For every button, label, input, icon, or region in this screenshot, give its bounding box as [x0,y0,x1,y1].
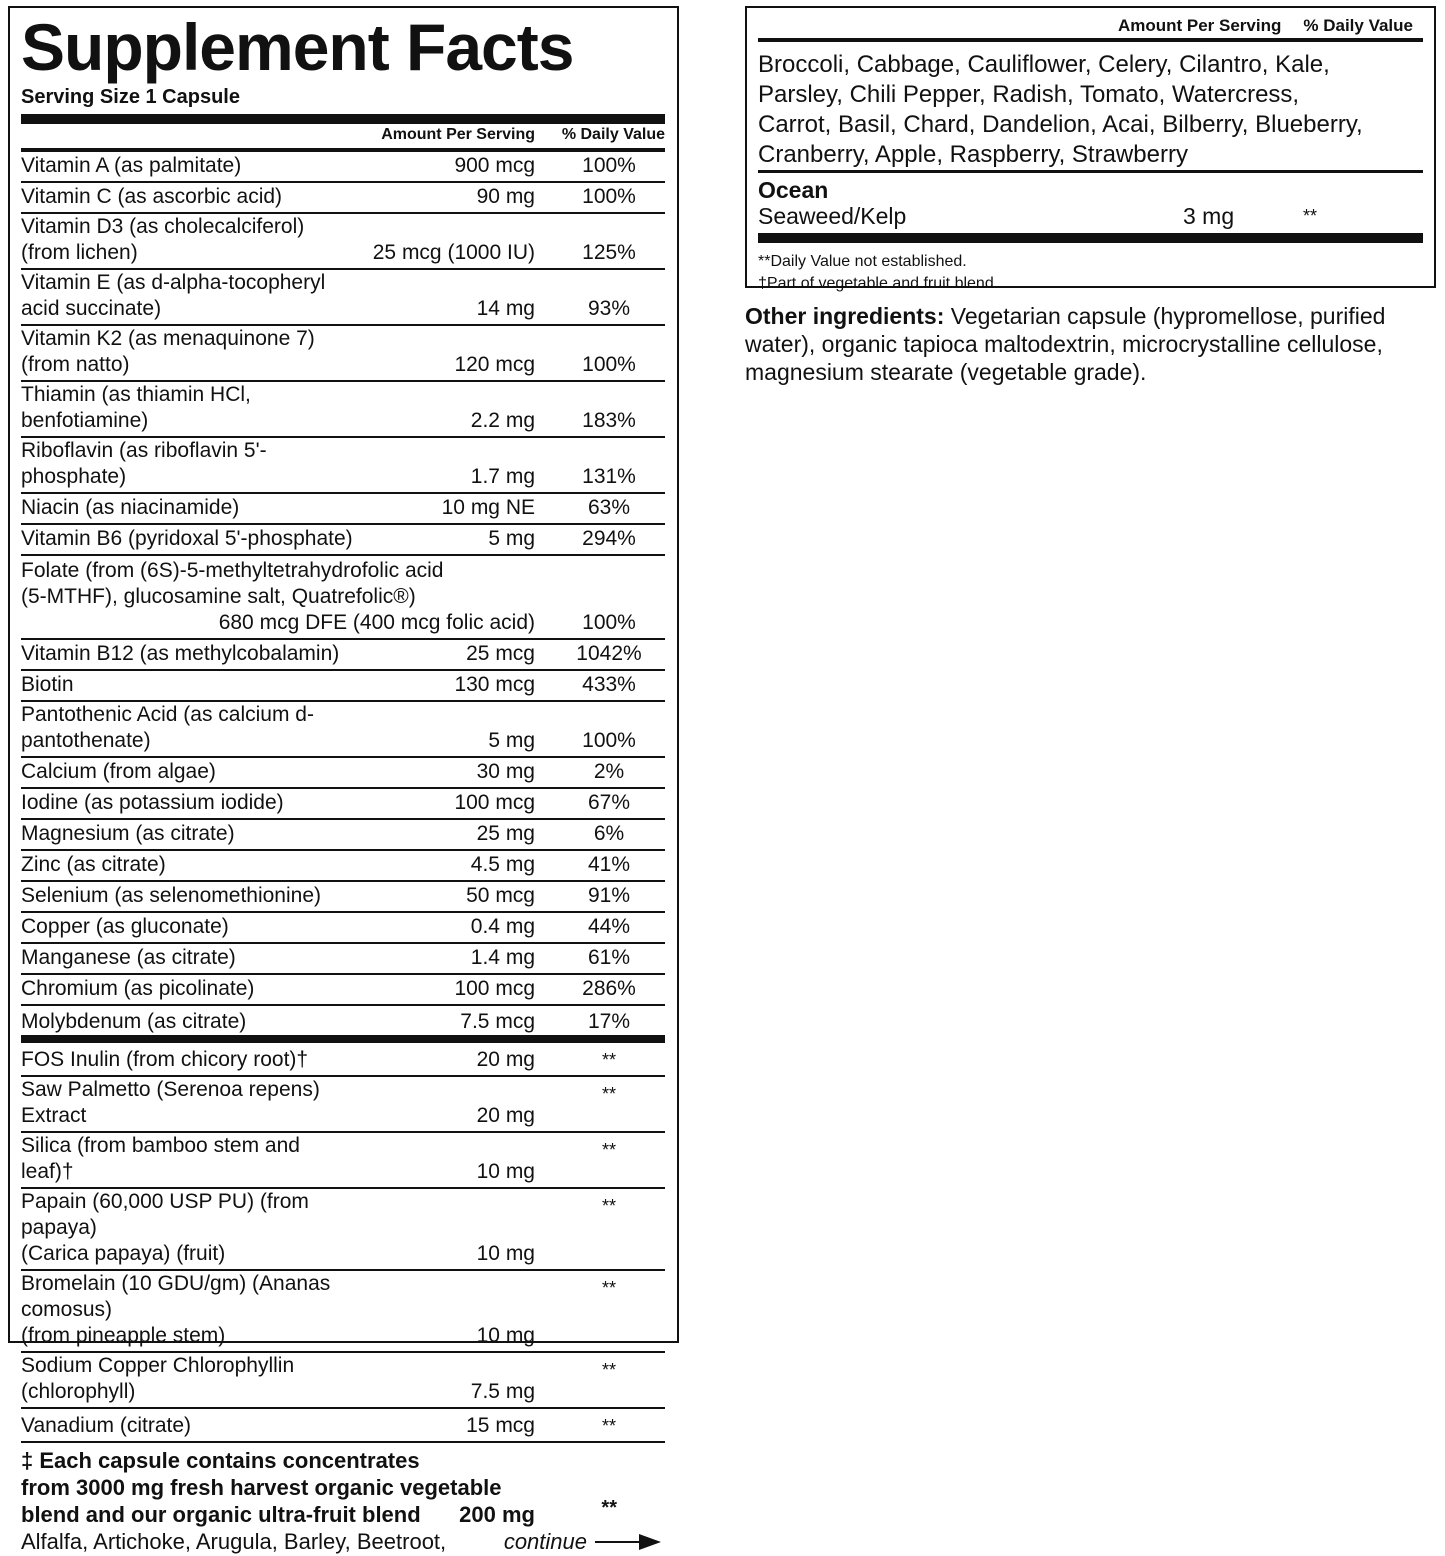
nutrient-amount: 25 mcg (1000 IU) [372,241,535,264]
nutrient-dv: ** [601,1084,616,1104]
footnotes [758,243,1423,295]
nutrient-amount: 7.5 mcg [460,1010,535,1033]
nutrient-amount: 20 mg [476,1048,535,1071]
nutrient-name: Selenium (as selenomethionine) [21,884,321,907]
nutrient-name: Calcium (from algae) [21,760,216,783]
nutrient-amount: 50 mcg [466,884,535,907]
ocean-row [758,203,1423,233]
nutrient-name: Vitamin D3 (as cholecalciferol) (from lichen) [21,215,305,264]
nutrient-amount: 5 mg [488,729,535,752]
nutrient-row [21,758,665,789]
nutrient-row [21,702,665,758]
nutrient-list [21,152,665,556]
nutrient-name: Vitamin E (as d-alpha-tocopheryl acid succinate) [21,271,326,320]
nutrient-name: FOS Inulin (from chicory root)† [21,1048,309,1071]
nutrient-list-2 [21,640,665,1037]
ocean-amount: 3 mg [1183,203,1235,229]
nutrient-dv: 2% [593,760,625,783]
nutrient-row [21,152,665,183]
nutrient-row [21,820,665,851]
supplement-facts-continued-panel [745,6,1436,292]
nutrient-name: Biotin [21,673,74,696]
nutrient-amount: 30 mg [476,760,535,783]
column-header [21,124,665,148]
dv-header: % Daily Value [561,126,665,143]
nutrient-row [21,1271,665,1353]
nutrient-dv: 63% [587,496,631,519]
nutrient-name: Bromelain (10 GDU/gm) (Ananas comosus) (from pineapple stem) [21,1272,331,1347]
nutrient-row [21,1043,665,1077]
nutrient-name: Iodine (as potassium iodide) [21,791,284,814]
nutrient-amount: 25 mg [476,822,535,845]
nutrient-row [21,1353,665,1409]
ocean-item: Seaweed/Kelp [758,203,907,229]
nutrient-name: Zinc (as citrate) [21,853,166,876]
nutrient-name: Pantothenic Acid (as calcium d-pantothenate) [21,703,314,752]
nutrient-row [21,944,665,975]
nutrient-dv: 100% [582,729,636,752]
nutrient-dv: ** [601,1360,616,1380]
nutrient-amount: 2.2 mg [470,409,535,432]
nutrient-dv: 6% [593,822,625,845]
divider [21,114,665,124]
nutrient-amount: 10 mg [476,1160,535,1183]
nutrient-amount: 130 mcg [454,673,535,696]
nutrient-dv: 67% [587,791,631,814]
blend-items-text: Alfalfa, Artichoke, Arugula, Barley, Beetroot, [21,1529,447,1554]
nutrient-amount: 1.7 mg [470,465,535,488]
nutrient-amount: 120 mcg [454,353,535,376]
nutrient-amount: 7.5 mg [470,1380,535,1403]
nutrient-name: Vitamin K2 (as menaquinone 7) (from natto) [21,327,315,376]
nutrient-row [21,214,665,270]
divider [758,233,1423,243]
nutrient-dv: ** [601,1278,616,1298]
blend-line2: from 3000 mg fresh harvest organic vegetable [21,1475,502,1500]
continue-label: continue [503,1529,587,1554]
nutrient-name: Niacin (as niacinamide) [21,496,240,519]
nutrient-dv: ** [601,1416,616,1436]
nutrient-amount: 10 mg NE [441,496,535,519]
nutrient-name: Chromium (as picolinate) [21,977,255,1000]
continue-indicator [504,1528,661,1556]
nutrient-dv: 91% [587,884,631,907]
nutrient-name: Thiamin (as thiamin HCl, benfotiamine) [21,383,251,432]
nutrient-amount: 10 mg [476,1324,535,1347]
nutrient-amount: 10 mg [476,1242,535,1265]
nutrient-dv: 294% [582,527,636,550]
nutrient-row [21,1133,665,1189]
nutrient-dv: 183% [582,409,636,432]
nutrient-row [21,270,665,326]
blend-dv: ** [601,1497,617,1519]
nutrient-amount: 100 mcg [454,977,535,1000]
divider [21,1035,665,1043]
nutrient-amount: 15 mcg [466,1414,535,1437]
nutrient-row [21,1006,665,1037]
nutrient-dv: 93% [587,297,631,320]
nutrient-row [21,494,665,525]
nutrient-name: Vitamin B6 (pyridoxal 5'-phosphate) [21,527,353,550]
nutrient-amount: 90 mg [476,185,535,208]
nutrient-dv: 100% [582,353,636,376]
folate-amount: 680 mcg DFE (400 mcg folic acid) [218,611,535,634]
nutrient-name: Vanadium (citrate) [21,1414,192,1437]
nutrient-row [21,882,665,913]
other-ingredients [745,302,1440,386]
nutrient-row [21,789,665,820]
nutrient-row [21,1409,665,1443]
nutrient-amount: 0.4 mg [470,915,535,938]
nutrient-dv: ** [601,1140,616,1160]
nutrient-dv: 44% [587,915,631,938]
nutrient-amount: 1.4 mg [470,946,535,969]
blend-amount: 200 mg [459,1502,535,1527]
nutrient-row [21,1189,665,1271]
nutrient-dv: 100% [582,154,636,177]
nutrient-name: Sodium Copper Chlorophyllin (chlorophyll) [21,1354,295,1403]
nutrient-amount: 25 mcg [466,642,535,665]
footnote-blend: †Part of vegetable and fruit blend. [758,275,999,292]
nutrient-dv: ** [601,1196,616,1216]
nutrient-name: Vitamin C (as ascorbic acid) [21,185,283,208]
serving-size: Serving Size 1 Capsule [21,86,240,108]
nutrient-name: Riboflavin (as riboflavin 5'-phosphate) [21,439,267,488]
folate-line2: (5-MTHF), glucosamine salt, Quatrefolic®) [21,585,416,608]
nutrient-dv: 41% [587,853,631,876]
blend-list: Broccoli, Cabbage, Cauliflower, Celery, Cilantro, Kale, Parsley, Chili Pepper, Radish, Tomato, Watercress, Carrot, Basil, Chard, Dandelion, Acai, Bilberry, Blueberry, Cranberry, Apple, Raspberry, Strawberry [758,51,1363,168]
other-ingredients-text: Vegetarian capsule (hypromellose, purified water), organic tapioca maltodextrin, microcrystalline cellulose, magnesium stearate (vegetable grade). [745,303,1386,385]
dv-header: % Daily Value [1303,16,1413,35]
nutrient-row-folate [21,556,665,640]
arrow-right-icon [595,1533,661,1551]
nutrient-amount: 14 mg [476,297,535,320]
nutrient-row [21,913,665,944]
nutrient-row [21,183,665,214]
nutrient-name: Copper (as gluconate) [21,915,229,938]
other-ingredients-list [21,1043,665,1443]
other-ingredients-label: Other ingredients: [745,303,945,329]
amount-header: Amount Per Serving [1117,16,1282,35]
footnote-dv: **Daily Value not established. [758,253,967,270]
nutrient-amount: 100 mcg [454,791,535,814]
nutrient-row [21,382,665,438]
nutrient-name: Silica (from bamboo stem and leaf)† [21,1134,300,1183]
nutrient-name: Vitamin B12 (as methylcobalamin) [21,642,340,665]
nutrient-name: Magnesium (as citrate) [21,822,235,845]
nutrient-dv: ** [601,1050,616,1070]
ocean-heading: Ocean [758,177,829,203]
nutrient-row [21,326,665,382]
nutrient-name: Vitamin A (as palmitate) [21,154,242,177]
nutrient-dv: 100% [582,185,636,208]
amount-header: Amount Per Serving [381,126,535,143]
nutrient-row [21,975,665,1006]
panel-title: Supplement Facts [21,10,574,84]
nutrient-row [21,525,665,556]
nutrient-amount: 5 mg [488,527,535,550]
nutrient-name: Molybdenum (as citrate) [21,1010,247,1033]
nutrient-amount: 900 mcg [454,154,535,177]
nutrient-row [21,438,665,494]
folate-dv: 100% [582,611,636,634]
blend-line3: blend and our organic ultra-fruit blend [21,1502,421,1527]
nutrient-dv: 125% [582,241,636,264]
blend-line1: ‡ Each capsule contains concentrates [21,1448,420,1473]
folate-line1: Folate (from (6S)-5-methyltetrahydrofolic acid [21,559,444,582]
blend-items [21,1528,665,1556]
nutrient-dv: 286% [582,977,636,1000]
nutrient-dv: 433% [582,673,636,696]
nutrient-dv: 1042% [576,642,642,665]
column-header [758,14,1423,38]
nutrient-name: Saw Palmetto (Serenoa repens) Extract [21,1078,320,1127]
nutrient-dv: 17% [587,1010,631,1033]
nutrient-name: Manganese (as citrate) [21,946,236,969]
nutrient-dv: 131% [582,465,636,488]
nutrient-row [21,640,665,671]
nutrient-row [21,851,665,882]
ocean-dv: ** [1303,206,1318,226]
nutrient-dv: 61% [587,946,631,969]
nutrient-row [21,1077,665,1133]
nutrient-amount: 4.5 mg [470,853,535,876]
nutrient-row [21,671,665,702]
nutrient-name: Papain (60,000 USP PU) (from papaya) (Carica papaya) (fruit) [21,1190,309,1265]
blend-statement [21,1443,665,1528]
nutrient-amount: 20 mg [476,1104,535,1127]
supplement-facts-panel [8,6,679,1554]
